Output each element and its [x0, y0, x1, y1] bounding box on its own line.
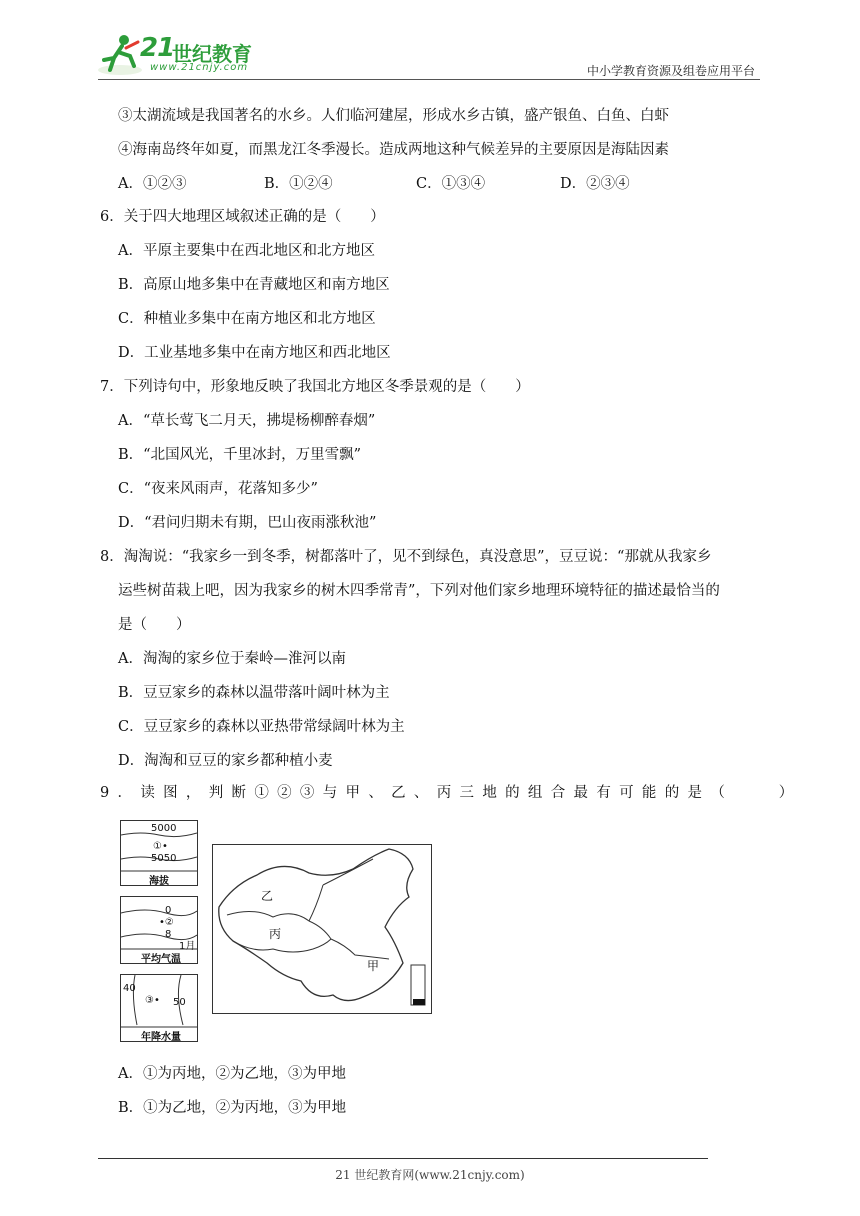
q6-stem: 6．关于四大地理区域叙述正确的是（ ）: [100, 209, 385, 225]
q8-stem-line1: 8．淘淘说：“我家乡一到冬季，树都落叶了，见不到绿色，真没意思”，豆豆说：“那就从我家乡: [100, 549, 712, 565]
footer-text: 21 世纪教育网(www.21cnjy.com): [335, 1168, 525, 1182]
temperature-side-label: 1月: [179, 941, 196, 952]
q8-option-d[interactable]: D．淘淘和豆豆的家乡都种植小麦: [118, 753, 333, 769]
q5-option-a[interactable]: A．①②③: [118, 176, 187, 192]
elevation-caption: 海拔: [149, 876, 169, 887]
q8-stem-line2: 运些树苗栽上吧，因为我家乡的树木四季常青”，下列对他们家乡地理环境特征的描述最恰当的: [118, 583, 720, 599]
q9-option-a[interactable]: A．①为丙地，②为乙地，③为甲地: [118, 1066, 346, 1082]
q7-stem: 7．下列诗句中，形象地反映了我国北方地区冬季景观的是（ ）: [100, 379, 530, 395]
elevation-bottom-label: 5050: [151, 853, 177, 864]
logo-text: 世纪教育: [172, 42, 252, 66]
q8-option-b[interactable]: B．豆豆家乡的森林以温带落叶阔叶林为主: [118, 685, 390, 701]
footer-divider: [98, 1158, 708, 1159]
q8-option-a[interactable]: A．淘淘的家乡位于秦岭—淮河以南: [118, 651, 346, 667]
temperature-bottom-label: 8: [165, 929, 172, 940]
header-platform-text: 中小学教育资源及组卷应用平台: [586, 64, 755, 78]
temperature-caption: 平均气温: [141, 954, 181, 965]
q5-item-3: ③太湖流域是我国著名的水乡。人们临河建屋，形成水乡古镇，盛产银鱼、白鱼、白虾: [118, 108, 669, 124]
q5-option-c[interactable]: C．①③④: [416, 176, 486, 192]
precipitation-left-label: 40: [123, 983, 136, 994]
q7-option-d[interactable]: D．“君问归期未有期，巴山夜雨涨秋池”: [118, 515, 377, 531]
map-label-jia: 甲: [367, 959, 380, 973]
china-outline-map: [213, 845, 431, 1013]
temperature-box: [120, 896, 198, 964]
q6-option-c[interactable]: C．种植业多集中在南方地区和北方地区: [118, 311, 376, 327]
q6-option-a[interactable]: A．平原主要集中在西北地区和北方地区: [118, 243, 375, 259]
elevation-mark: ①•: [153, 841, 168, 852]
china-region-map: [212, 844, 432, 1014]
precipitation-mark: ③•: [145, 995, 160, 1006]
q6-option-d[interactable]: D．工业基地多集中在南方地区和西北地区: [118, 345, 391, 361]
logo-url: www.21cnjy.com: [150, 62, 249, 73]
q9-stem: 9．读图，判断①②③与甲、乙、丙三地的组合最有可能的是（ ）: [100, 785, 802, 801]
header-divider: [98, 79, 760, 80]
q8-stem-line3: 是（ ）: [118, 617, 191, 633]
q7-option-c[interactable]: C．“夜来风雨声，花落知多少”: [118, 481, 318, 497]
q7-option-a[interactable]: A．“草长莺飞二月天，拂堤杨柳醉春烟”: [118, 413, 376, 429]
map-label-yi: 乙: [261, 889, 274, 903]
elevation-box: [120, 820, 198, 886]
q8-option-c[interactable]: C．豆豆家乡的森林以亚热带常绿阔叶林为主: [118, 719, 405, 735]
q5-option-d[interactable]: D．②③④: [560, 176, 630, 192]
q5-item-4: ④海南岛终年如夏，而黑龙江冬季漫长。造成两地这种气候差异的主要原因是海陆因素: [118, 142, 669, 158]
precipitation-caption: 年降水量: [141, 1032, 181, 1043]
q6-option-b[interactable]: B．高原山地多集中在青藏地区和南方地区: [118, 277, 390, 293]
precipitation-right-label: 50: [173, 997, 186, 1008]
q7-option-b[interactable]: B．“北国风光，千里冰封，万里雪飘”: [118, 447, 361, 463]
elevation-top-label: 5000: [151, 823, 177, 834]
precipitation-box: [120, 974, 198, 1042]
logo-number: 21: [140, 33, 175, 63]
runner-logo-icon: [96, 30, 146, 78]
temperature-mark: •②: [159, 917, 174, 928]
temperature-top-label: 0: [165, 905, 172, 916]
map-label-bing: 丙: [269, 927, 282, 941]
q9-option-b[interactable]: B．①为乙地，②为丙地，③为甲地: [118, 1100, 347, 1116]
q5-option-b[interactable]: B．①②④: [264, 176, 333, 192]
